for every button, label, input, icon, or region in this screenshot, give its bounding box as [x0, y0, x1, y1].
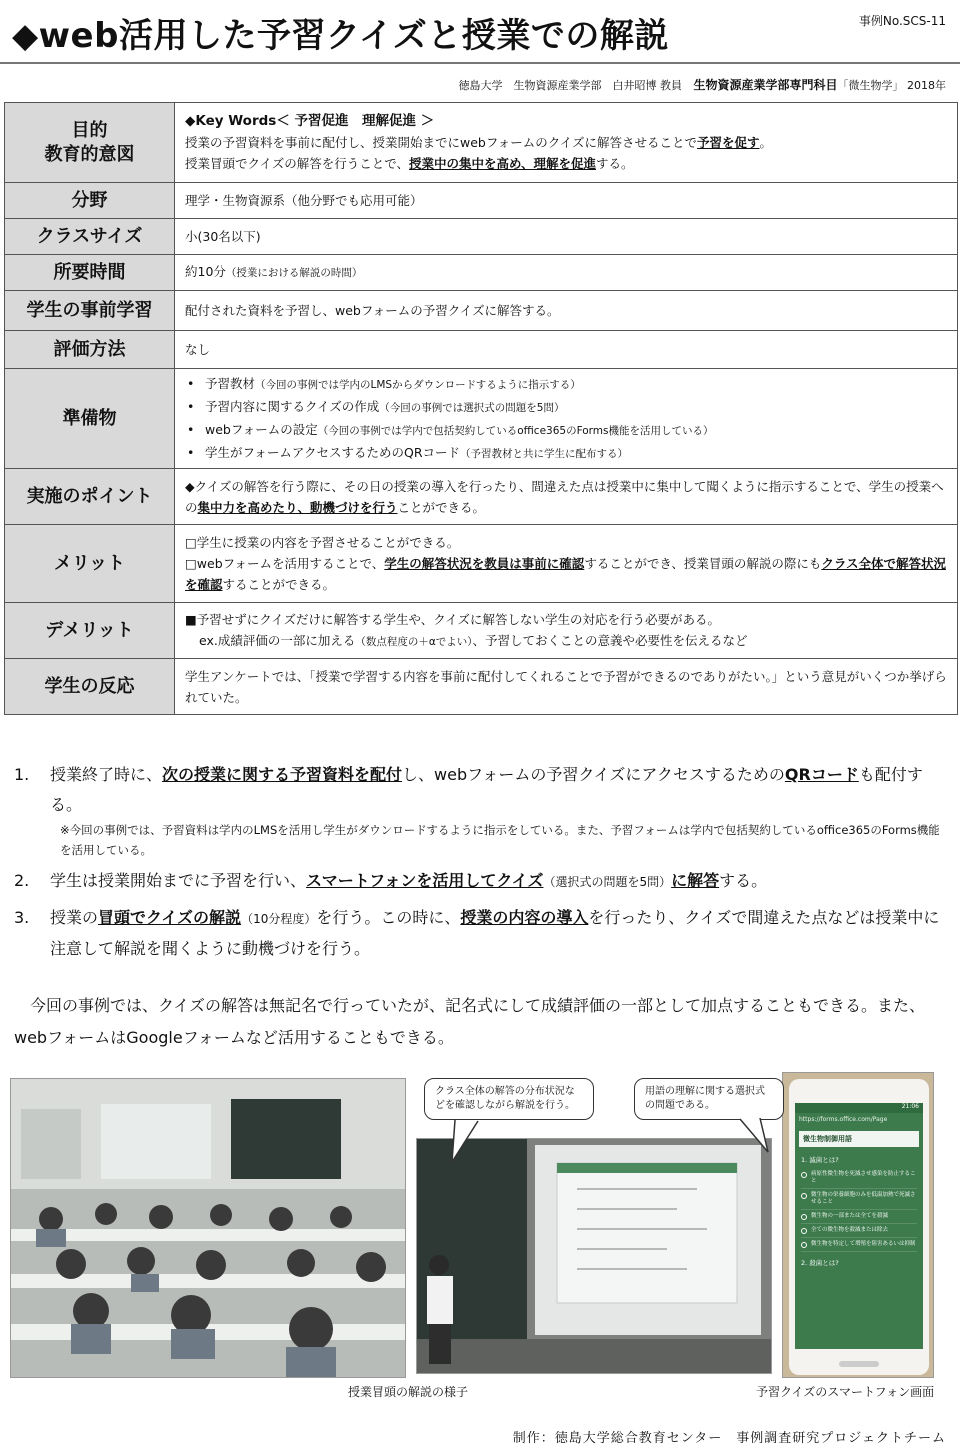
- step-text: し、webフォームの予習クイズにアクセスするための: [402, 765, 785, 784]
- material-item: [185, 396, 947, 419]
- purpose-text: する。: [596, 156, 634, 171]
- overview-table: [4, 102, 958, 715]
- phone-home-bar: [839, 1361, 879, 1367]
- time-main: 約10分: [185, 264, 226, 279]
- demerit-item: ■予習せずにクイズだけに解答する学生や、クイズに解答しない学生の対応を行う必要がある。: [185, 611, 721, 627]
- step-number: 2.: [14, 871, 30, 890]
- material-note: （今回の事例では選択式の問題を5問）: [379, 401, 565, 414]
- time-note: （授業における解説の時間）: [225, 267, 363, 279]
- points-text: ◆クイズの解答を行う際に、その日の授業の導入を行ったり、間違えた点は授業中に集中して聞くように指示することで、学生の授業への: [185, 478, 944, 515]
- step-text: 授業終了時に、: [50, 765, 163, 784]
- step-emphasis: に解答: [671, 871, 720, 890]
- phone-option-text: 微生物の栄養細胞のみを低温加熱で死滅させること: [811, 1192, 916, 1205]
- points-label: 実施のポイント: [5, 469, 175, 525]
- purpose-text: 授業冒頭でクイズの解答を行うことで、: [185, 156, 410, 171]
- classroom-photo: [10, 1078, 406, 1378]
- purpose-label: 目的 教育的意図: [5, 103, 175, 183]
- step-number: 3.: [14, 908, 30, 927]
- material-main: webフォームの設定: [205, 421, 318, 437]
- photo-caption-lecture: 授業冒頭の解説の様子: [348, 1385, 469, 1399]
- step-note: （10分程度）: [241, 912, 317, 926]
- purpose-text: 授業の予習資料を事前に配付し、授業開始までにwebフォームのクイズに解答させることで: [185, 135, 697, 150]
- points-emphasis: 集中力を高めたり、動機づけを行う: [197, 499, 398, 515]
- merit-text: することができ、授業冒頭の解説の際にも: [584, 556, 822, 571]
- summary-paragraph: 今回の事例では、クイズの解答は無記名で行っていたが、記名式にして成績評価の一部として加点することもできる。また、webフォームはGoogleフォームなど活用することもできる。: [14, 996, 926, 1047]
- phone-option-text: 全ての微生物を殺滅または除去: [811, 1227, 889, 1233]
- materials-label: 準備物: [5, 369, 175, 469]
- radio-circle-icon: [801, 1172, 807, 1178]
- class-size-label: クラスサイズ: [5, 219, 175, 255]
- demerit-text: 、予習しておくことの意義や必要性を伝えるなど: [472, 632, 748, 648]
- author-line: [458, 76, 946, 93]
- phone-option[interactable]: [801, 1210, 917, 1224]
- step-text: 授業の: [50, 908, 99, 927]
- course-name: 「微生物学」 2018年: [837, 79, 946, 92]
- title-divider: [0, 62, 960, 64]
- phone-option[interactable]: [801, 1168, 917, 1189]
- demerit-text: ex.成績評価の一部に加える: [199, 632, 356, 648]
- phone-option[interactable]: [801, 1189, 917, 1210]
- step-text: を行ったり、クイズで間違えた点などは授業中に注意して解説を聞くように動機づけを行う。: [50, 908, 940, 958]
- radio-circle-icon: [801, 1228, 807, 1234]
- points-text: ことができる。: [397, 499, 486, 515]
- material-main: 予習教材: [205, 375, 256, 391]
- merit-value: [175, 525, 958, 603]
- demerit-value: [175, 603, 958, 659]
- phone-option[interactable]: [801, 1224, 917, 1238]
- phone-option-text: 微生物を特定して増殖を阻害あるいは抑制: [811, 1241, 916, 1247]
- material-item: [185, 419, 947, 442]
- radio-circle-icon: [801, 1193, 807, 1199]
- phone-form-title: 微生物制御用語: [799, 1131, 919, 1147]
- reaction-value: 学生アンケートでは、「授業で学習する内容を事前に配付してくれることで予習ができるのでありがたい。」という意見がいくつか挙げられていた。: [175, 659, 958, 715]
- prep-label: 学生の事前学習: [5, 291, 175, 331]
- class-size-value: 小(30名以下): [175, 219, 958, 255]
- phone-options: [795, 1168, 923, 1252]
- field-value: 理学・生物資源系（他分野でも応用可能）: [175, 183, 958, 219]
- case-number: 事例No.SCS-11: [858, 14, 946, 28]
- smartphone-photo: [782, 1072, 934, 1378]
- phone-option-text: 微生物の一部または全てを殺滅: [811, 1213, 889, 1219]
- step-emphasis: QRコード: [784, 765, 859, 784]
- merit-text: □webフォームを活用することで、: [185, 556, 385, 571]
- purpose-text: 。: [759, 135, 773, 150]
- material-main: 学生がフォームアクセスするためのQRコード: [205, 444, 461, 460]
- step-text: を行う。この時に、: [316, 908, 461, 927]
- step-1: [14, 760, 944, 860]
- merit-label: メリット: [5, 525, 175, 603]
- material-item: [185, 442, 947, 465]
- field-label: 分野: [5, 183, 175, 219]
- step-text: 学生は授業開始までに予習を行い、: [50, 871, 307, 890]
- step-number: 1.: [14, 765, 30, 784]
- photo-caption-smartphone: 予習クイズのスマートフォン画面: [756, 1385, 935, 1399]
- page-title: ◆web活用した予習クイズと授業での解説: [12, 16, 669, 56]
- material-note: （今回の事例では学内で包括契約しているoffice365のForms機能を活用している）: [317, 424, 714, 437]
- eval-label: 評価方法: [5, 331, 175, 369]
- merit-emphasis: 学生の解答状況を教員は事前に確認: [384, 556, 585, 571]
- course-category: 生物資源産業学部専門科目: [693, 78, 838, 92]
- purpose-emphasis: 授業中の集中を高め、理解を促進: [409, 156, 597, 171]
- keywords: ◆Key Words＜ 予習促進 理解促進 ＞: [185, 113, 435, 129]
- step-3: [14, 903, 944, 964]
- classroom-illustration: [11, 1079, 406, 1378]
- purpose-value: [175, 103, 958, 183]
- radio-circle-icon: [801, 1214, 807, 1220]
- step-note: ※今回の事例では、予習資料は学内のLMSを活用し学生がダウンロードするように指示をしている。また、予習フォームは学内で包括契約しているoffice365のForms機能を活用している。: [60, 823, 940, 857]
- phone-body: [789, 1079, 929, 1375]
- demerit-note: （数点程度の＋αでよい）: [355, 635, 473, 648]
- phone-option[interactable]: [801, 1238, 917, 1252]
- materials-list: [185, 373, 947, 465]
- time-label: 所要時間: [5, 255, 175, 291]
- procedure-steps: [14, 760, 944, 970]
- phone-status-bar: 21:06: [795, 1103, 923, 1113]
- lecture-photo: [416, 1138, 772, 1374]
- lecture-illustration: [417, 1139, 772, 1374]
- radio-circle-icon: [801, 1242, 807, 1248]
- prep-value: 配付された資料を予習し、webフォームの予習クイズに解答する。: [175, 291, 958, 331]
- step-note: （選択式の問題を5問）: [543, 875, 672, 889]
- eval-value: なし: [175, 331, 958, 369]
- phone-option-text: 病原性微生物を死滅させ感染を防止すること: [811, 1171, 916, 1184]
- merit-emphasis: クラス全体で解答状況を確認: [185, 556, 946, 592]
- step-emphasis: 冒頭でクイズの解説: [98, 908, 242, 927]
- step-emphasis: 次の授業に関する予習資料を配付: [162, 765, 403, 784]
- material-note: （今回の事例では学内のLMSからダウンロードするように指示する）: [255, 378, 581, 391]
- phone-question: 1. 滅菌とは?: [801, 1156, 839, 1164]
- merit-item: □学生に授業の内容を予習させることができる。: [185, 535, 460, 550]
- material-main: 予習内容に関するクイズの作成: [205, 398, 380, 414]
- reaction-label: 学生の反応: [5, 659, 175, 715]
- demerit-label: デメリット: [5, 603, 175, 659]
- step-emphasis: スマートフォンを活用してクイズ: [306, 871, 544, 890]
- merit-text: することができる。: [222, 577, 336, 592]
- points-value: [175, 469, 958, 525]
- author: 徳島大学 生物資源産業学部 白井昭博 教員: [458, 79, 682, 92]
- materials-value: [175, 369, 958, 469]
- phone-question: 2. 殺菌とは?: [801, 1259, 839, 1267]
- footer-credit: 制作：徳島大学総合教育センター 事例調査研究プロジェクトチーム: [512, 1431, 946, 1446]
- purpose-emphasis: 予習を促す: [696, 135, 760, 150]
- phone-url-bar: https://forms.office.com/Page: [799, 1116, 888, 1123]
- time-value: [175, 255, 958, 291]
- speech-bubble-1: クラス全体の解答の分布状況などを確認しながら解説を行う。: [424, 1078, 594, 1120]
- step-text: する。: [719, 871, 768, 890]
- step-emphasis: 授業の内容の導入: [460, 908, 589, 927]
- speech-bubble-2: 用語の理解に関する選択式の問題である。: [634, 1078, 784, 1120]
- step-text: も配付する。: [50, 765, 923, 814]
- material-item: [185, 373, 947, 396]
- step-2: [14, 866, 944, 897]
- phone-screen: [795, 1103, 923, 1349]
- material-note: （予習教材と共に学生に配布する）: [460, 447, 629, 460]
